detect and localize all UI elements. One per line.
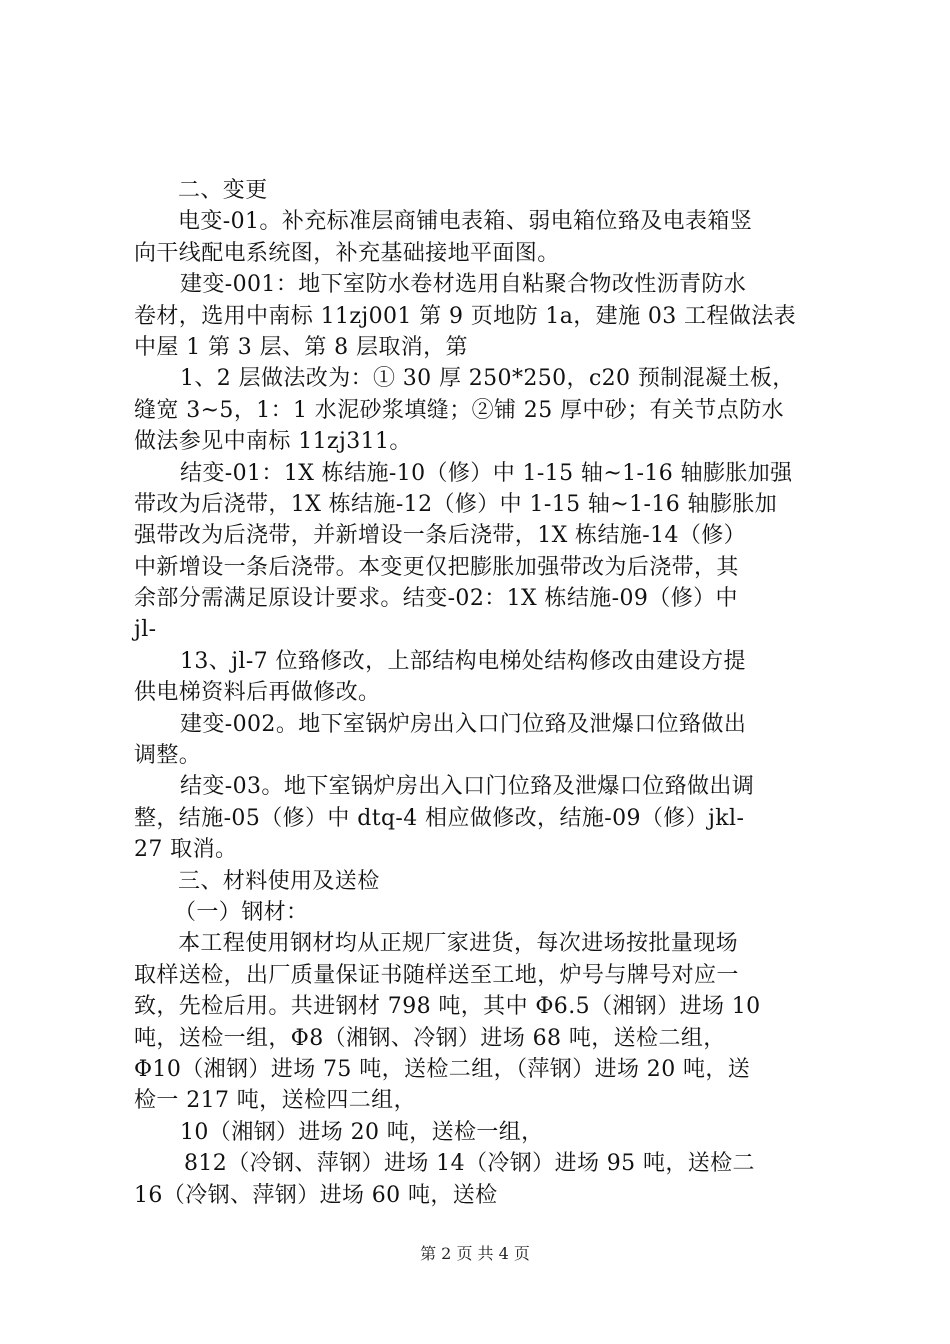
- paragraph-line: 余部分需满足原设计要求。结变-02：1X 栋结施-09（修）中: [134, 586, 738, 612]
- paragraph-line: 缝宽 3~5，1：1 水泥砂浆填缝；②铺 25 厚中砂；有关节点防水: [134, 397, 784, 423]
- paragraph-line: 卷材，选用中南标 11zj001 第 9 页地防 1a，建施 03 工程做法表: [134, 303, 797, 329]
- document-body: [134, 175, 834, 1211]
- paragraph-line: 结变-01：1X 栋结施-10（修）中 1-15 轴~1-16 轴膨胀加强: [180, 460, 793, 486]
- paragraph-line: 做法参见中南标 11zj311。: [134, 429, 412, 455]
- paragraph-line: 中屋 1 第 3 层、第 8 层取消，第: [134, 334, 468, 360]
- paragraph-line: 27 取消。: [134, 837, 238, 863]
- paragraph-line: 812（冷钢、萍钢）进场 14（冷钢）进场 95 吨，送检二: [184, 1151, 755, 1177]
- paragraph-line: 致，先检后用。共进钢材 798 吨，其中 Φ6.5（湘钢）进场 10: [134, 994, 761, 1020]
- paragraph-line: jl-: [134, 617, 157, 643]
- paragraph-line: 结变-03。地下室锅炉房出入口门位臵及泄爆口位臵做出调: [180, 774, 755, 800]
- paragraph-line: 供电梯资料后再做修改。: [134, 680, 381, 706]
- section-heading: 三、材料使用及送检: [178, 868, 380, 894]
- section-heading: 二、变更: [178, 178, 268, 203]
- paragraph-line: 电变-01。补充标准层商铺电表箱、弱电箱位臵及电表箱竖: [178, 209, 753, 235]
- paragraph-line: 带改为后浇带，1X 栋结施-12（修）中 1-15 轴~1-16 轴膨胀加: [134, 491, 778, 517]
- paragraph-line: 中新增设一条后浇带。本变更仅把膨胀加强带改为后浇带，其: [134, 554, 739, 580]
- paragraph-line: 13、jl-7 位臵修改，上部结构电梯处结构修改由建设方提: [180, 648, 746, 674]
- paragraph-line: 16（冷钢、萍钢）进场 60 吨，送检: [134, 1182, 498, 1208]
- subsection-heading: （一）钢材：: [174, 899, 309, 925]
- paragraph-line: 强带改为后浇带，并新增设一条后浇带，1X 栋结施-14（修）: [134, 523, 747, 549]
- paragraph-line: 10（湘钢）进场 20 吨，送检一组，: [180, 1119, 544, 1145]
- paragraph-line: 向干线配电系统图，补充基础接地平面图。: [134, 240, 560, 266]
- page-footer: 第 2 页 共 4 页: [420, 1244, 530, 1263]
- paragraph-line: 建变-002。地下室锅炉房出入口门位臵及泄爆口位臵做出: [180, 711, 747, 737]
- paragraph-line: 整，结施-05（修）中 dtq-4 相应做修改，结施-09（修）jkl-: [134, 805, 745, 831]
- paragraph-line: 调整。: [134, 743, 202, 769]
- paragraph-line: 吨，送检一组，Φ8（湘钢、冷钢）进场 68 吨，送检二组，: [134, 1025, 726, 1051]
- paragraph-line: Φ10（湘钢）进场 75 吨，送检二组，（萍钢）进场 20 吨，送: [134, 1056, 751, 1082]
- paragraph-line: 建变-001：地下室防水卷材选用自粘聚合物改性沥青防水: [180, 272, 747, 298]
- paragraph-line: 1、2 层做法改为：① 30 厚 250*250，c20 预制混凝土板，: [180, 366, 795, 392]
- paragraph-line: 取样送检，出厂质量保证书随样送至工地，炉号与牌号对应一: [134, 962, 739, 988]
- paragraph-line: 本工程使用钢材均从正规厂家进货，每次进场按批量现场: [178, 931, 739, 957]
- paragraph-line: 检一 217 吨，送检四二组，: [134, 1088, 416, 1114]
